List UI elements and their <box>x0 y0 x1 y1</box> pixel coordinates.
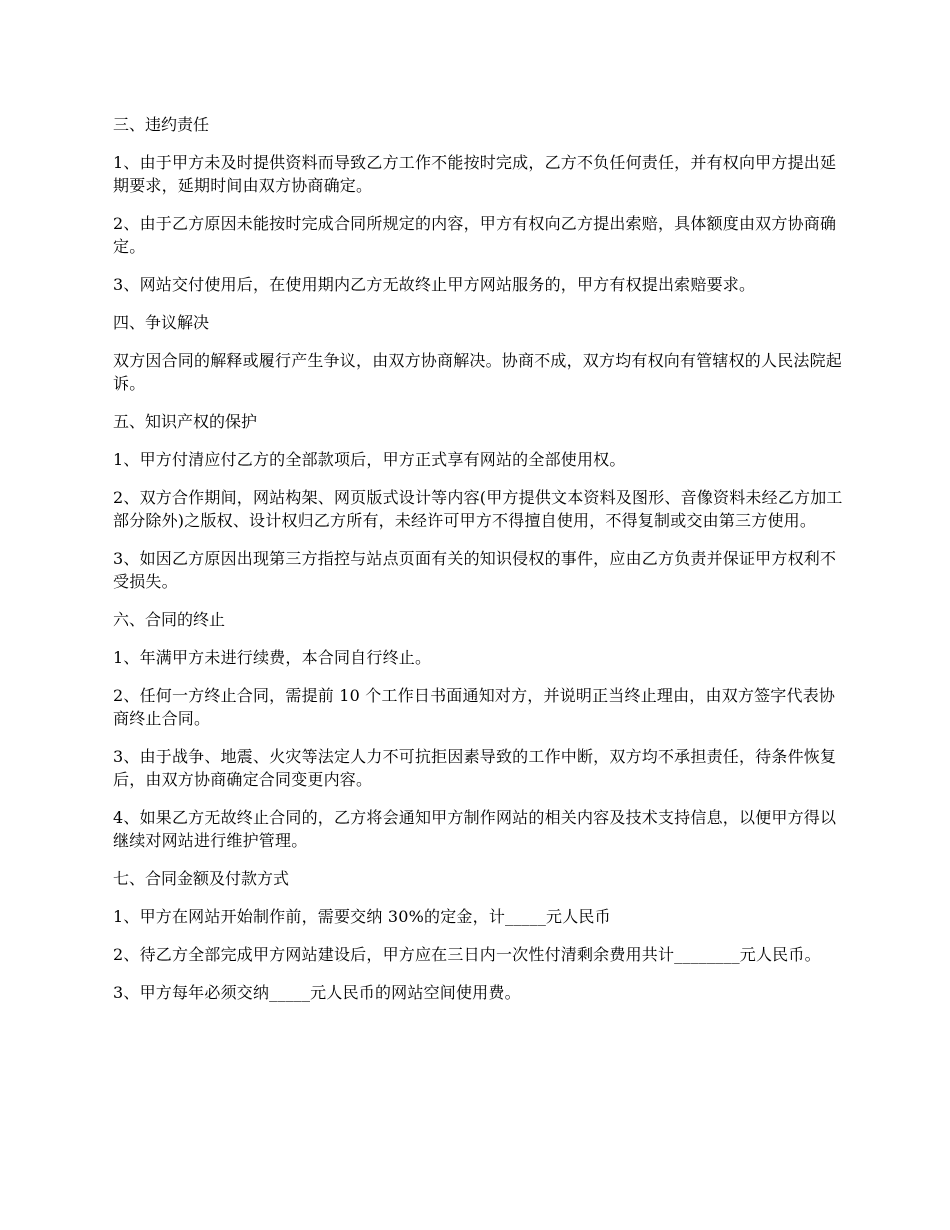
paragraph: 1、甲方付清应付乙方的全部款项后，甲方正式享有网站的全部使用权。 <box>113 450 626 469</box>
paragraph: 2、双方合作期间，网站构架、网页版式设计等内容(甲方提供文本资料及图形、音像资料未经乙方加工部分除外)之版权、设计权归乙方所有，未经许可甲方不得擅自使用，不得复制或交由第三方使用。 <box>113 488 843 530</box>
paragraph: 1、年满甲方未进行续费，本合同自行终止。 <box>113 648 432 667</box>
section-heading-ip-protection: 五、知识产权的保护 <box>113 412 258 431</box>
paragraph: 3、由于战争、地震、火灾等法定人力不可抗拒因素导致的工作中断，双方均不承担责任，待条件恢复后，由双方协商确定合同变更内容。 <box>113 747 837 789</box>
paragraph: 1、甲方在网站开始制作前，需要交纳 30%的定金，计_____元人民币 <box>113 907 611 926</box>
paragraph: 3、如因乙方原因出现第三方指控与站点页面有关的知识侵权的事件，应由乙方负责并保证甲方权利不受损失。 <box>113 549 837 591</box>
paragraph: 1、由于甲方未及时提供资料而导致乙方工作不能按时完成，乙方不负任何责任，并有权向甲方提出延期要求，延期时间由双方协商确定。 <box>113 153 837 195</box>
section-heading-contract-termination: 六、合同的终止 <box>113 610 226 629</box>
paragraph: 2、由于乙方原因未能按时完成合同所规定的内容，甲方有权向乙方提出索赔，具体额度由双方协商确定。 <box>113 214 837 256</box>
paragraph: 3、网站交付使用后，在使用期内乙方无故终止甲方网站服务的，甲方有权提出索赔要求。 <box>113 275 756 294</box>
paragraph: 2、任何一方终止合同，需提前 10 个工作日书面通知对方，并说明正当终止理由，由双方签字代表协商终止合同。 <box>113 686 836 728</box>
section-heading-breach-liability: 三、违约责任 <box>113 115 210 134</box>
paragraph: 4、如果乙方无故终止合同的，乙方将会通知甲方制作网站的相关内容及技术支持信息，以便甲方得以继续对网站进行维护管理。 <box>113 808 837 850</box>
section-heading-payment: 七、合同金额及付款方式 <box>113 869 290 888</box>
paragraph: 3、甲方每年必须交纳_____元人民币的网站空间使用费。 <box>113 983 521 1002</box>
document-body <box>113 113 848 1019</box>
paragraph: 双方因合同的解释或履行产生争议，由双方协商解决。协商不成，双方均有权向有管辖权的人民法院起诉。 <box>113 351 843 393</box>
section-heading-dispute-resolution: 四、争议解决 <box>113 313 210 332</box>
paragraph: 2、待乙方全部完成甲方网站建设后，甲方应在三日内一次性付清剩余费用共计________元人民币。 <box>113 945 821 964</box>
